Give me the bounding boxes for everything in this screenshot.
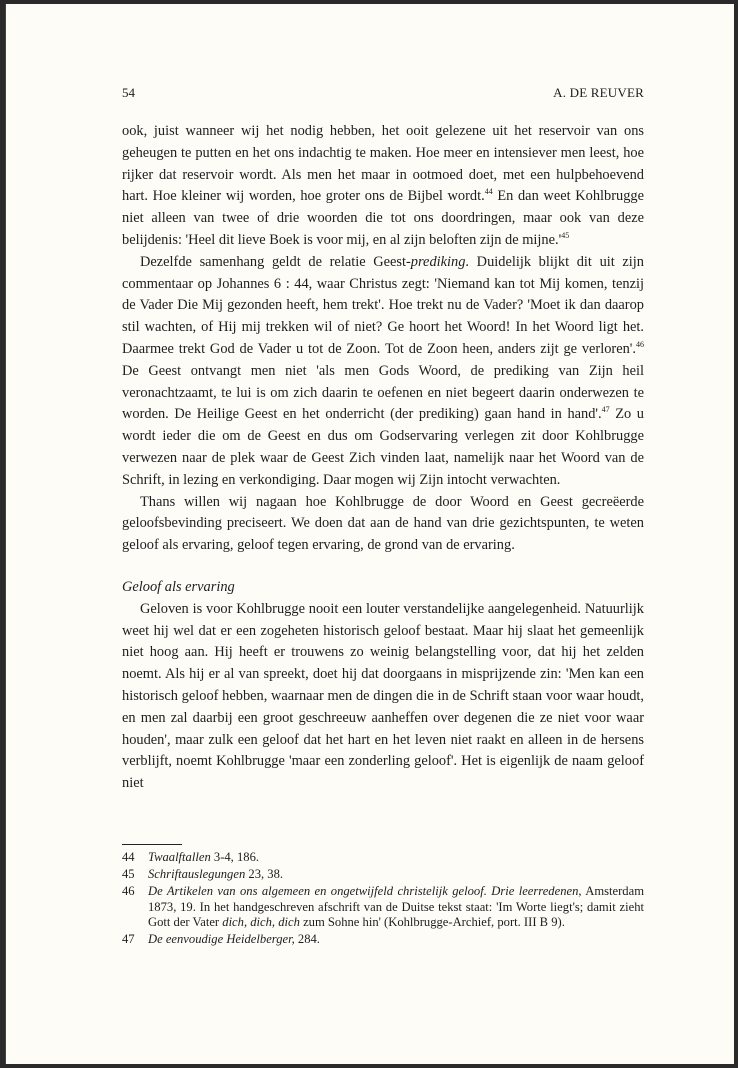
footnote-number: 45 bbox=[122, 867, 135, 882]
paragraph-2c-text: De Geest ontvangt men niet 'als men Gods Woord, de prediking van Zijn heil veronachtzaamt, te lui is om zich daarin te oefenen en niet begeert daarin onderwezen te worden. De Heilige Geest en het onderricht (der prediking) gaan hand in hand'. bbox=[122, 362, 644, 423]
footnote-rest: 23, 38. bbox=[245, 867, 284, 882]
footnote-47 bbox=[122, 932, 644, 947]
footnote-ref-46: 46 bbox=[636, 339, 644, 349]
paragraph-1: ook, juist wanneer wij het nodig hebben, het ooit gelezene uit het reservoir van ons geheugen te putten en het ons indachtig te maken. Hoe meer en intensiever men leest, hoe rijker dat reservoir wordt. Als men het maar in ootmoed doet, met een hulpbehoevend hart. Hoe kleiner wij worden, hoe groter ons de Bijbel wordt.$^{44}$ En dan weet Kohlbrugge niet alleen van twee of drie woorden die tot ons doordringen, maar ook van deze belijdenis: 'Heel dit lieve Boek is voor mij, en al zijn beloften zijn de $mijne.'^{45}$ bbox=[122, 123, 644, 248]
footnote-rule bbox=[122, 844, 182, 845]
footnote-rest: 3-4, 186. bbox=[210, 850, 260, 864]
footnote-ref-47: 47 bbox=[601, 405, 610, 415]
footnote-rest: Amsterdam 1873, 19. In het handgeschreven afschrift van de Duitse tekst staat: 'Im Worte liegt's; damit zieht Gott der Vater bbox=[148, 884, 644, 929]
paragraph-4: Geloven is voor Kohlbrugge nooit een louter verstandelijke aangelegenheid. Natuurlijk weet hij wel dat er een zogeheten historisch geloof bestaat. Maar hij slaat het gemeenlijk niet hoog aan. Hij heeft er trouwens zo weinig belangstelling voor, dat hij het zelden noemt. Als hij er al van spreekt, doet hij dat doorgaans in misprijzende zin: 'Men kan een historisch geloof hebben, waarnaar men de dingen die in de Schrift staan voor waar houdt, en men zal daarbij een groot geschreeuw aanheffen over degenen die ze niet voor waar houden', maar zulk een geloof dat het hart en het leven niet raakt en alleen in de hersens verblijft, noemt Kohlbrugge 'maar een zonderling geloof'. Het is eigenlijk de naam geloof niet bbox=[122, 600, 644, 792]
footnote-title: Schriftauslegungen bbox=[148, 867, 246, 882]
footnote-ref-44: 44 bbox=[484, 187, 493, 197]
section-heading: Geloof als ervaring bbox=[122, 578, 235, 595]
running-header bbox=[122, 85, 644, 103]
page bbox=[5, 4, 734, 1064]
paragraph-2a-text: Dezelfde samenhang geldt de relatie Geest- bbox=[140, 253, 411, 270]
paragraph-2 bbox=[122, 252, 644, 492]
footnote-text bbox=[148, 850, 644, 865]
body-text bbox=[122, 121, 644, 795]
footnote-rest: 284. bbox=[294, 932, 320, 947]
footnote-text bbox=[148, 884, 644, 930]
paragraph-3: Thans willen wij nagaan hoe Kohlbrugge de door Woord en Geest gecreëerde geloofsbevinding preciseert. We doen dat aan de hand van drie gezichtspunten, te weten geloof als ervaring, geloof tegen ervaring, de grond van de ervaring. bbox=[122, 493, 644, 554]
footnote-title: Twaalftallen bbox=[148, 850, 211, 864]
running-author: A. DE REUVER bbox=[553, 85, 644, 100]
paragraph-1-text: ook, juist wanneer wij het nodig hebben, het ooit gelezene uit het reservoir van ons geheugen te putten en het ons indachtig te maken. Hoe meer en intensiever men leest, hoe rijker dat reservoir wordt. Als men het maar in ootmoed doet, met een hulpbehoevend hart. Hoe kleiner wij worden, hoe groter ons de Bijbel wordt. bbox=[122, 123, 644, 205]
footnote-ref-45: 45 bbox=[561, 230, 570, 240]
paragraph-2-emphasis: prediking bbox=[410, 253, 466, 270]
footnote-emphasis: dich, dich, dich bbox=[222, 914, 300, 929]
footnote-text bbox=[148, 867, 644, 882]
footnote-45 bbox=[122, 867, 644, 882]
footnote-title: De eenvoudige Heidelberger, bbox=[148, 932, 295, 947]
paragraph-2b-text: . Duidelijk blijkt dit uit zijn commentaar op Johannes 6 : 44, waar Christus zegt: 'Niemand kan tot Mij komen, tenzij de Vader Die Mij gezonden heeft, hem trekt'. Hoe trekt nu de Vader? 'Moet ik dan daarop stil wachten, of Hij mij trekken wil of niet? Ge hoort het Woord! In het Woord ligt het. Daarmee trekt God de Vader u tot de Zoon. Tot de Zoon heen, anders zijt ge verloren'. bbox=[122, 253, 644, 357]
footnote-44 bbox=[122, 850, 644, 865]
paragraph-1b-text: En dan weet Kohlbrugge niet alleen van twee of drie woorden die tot ons doordringen, maar ook van deze belijdenis: 'Heel dit lieve Boek is voor mij, en al zijn beloften zijn de mijne. bbox=[122, 188, 644, 248]
paragraph-2d-text: Zo u wordt ieder die om de Geest en dus om Godservaring verlegen zit door Kohlbrugge verwezen naar de plek waar de Geest Zich vinden laat, namelijk naar het Woord van de Schrift, in lezing en verkondiging. Daar mogen wij Zijn intocht verwachten. bbox=[122, 406, 644, 488]
footnote-title: De Artikelen van ons algemeen en ongetwijfeld christelijk geloof. Drie leerredenen, bbox=[148, 884, 582, 899]
footnote-rest-2: zum Sohne hin' (Kohlbrugge-Archief, port. III B 9). bbox=[299, 914, 565, 929]
page-number: 54 bbox=[122, 85, 135, 100]
footnotes bbox=[122, 850, 644, 949]
footnote-number: 44 bbox=[122, 850, 135, 864]
footnote-number: 46 bbox=[122, 884, 135, 899]
footnote-text bbox=[148, 932, 644, 947]
footnote-number: 47 bbox=[122, 932, 135, 947]
footnote-46 bbox=[122, 884, 644, 930]
